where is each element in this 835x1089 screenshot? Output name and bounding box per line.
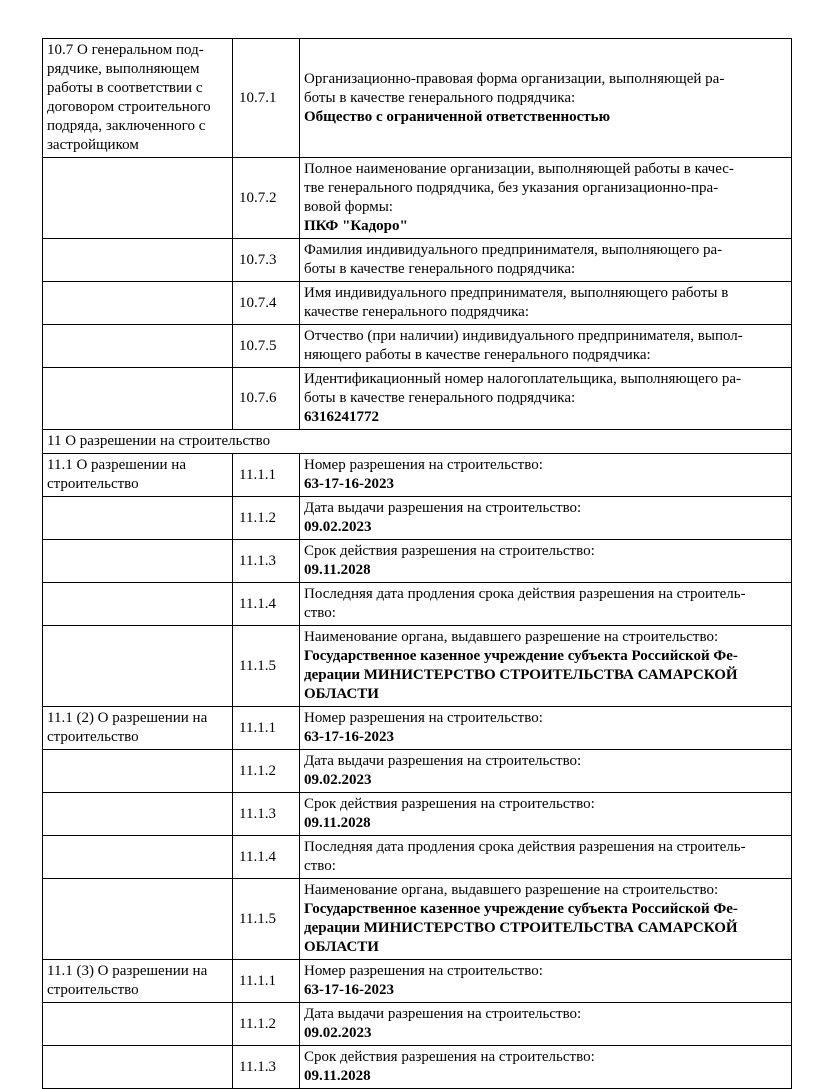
row-content [300,960,792,1003]
row-number: 11.1.2 [233,1003,300,1046]
row-content [300,325,792,368]
content-label-line: Срок действия разрешения на строительство: [304,796,595,812]
content-value-line: 63-17-16-2023 [304,476,394,492]
row-number: 10.7.1 [233,39,300,158]
content-value-line: дерации МИНИСТЕРСТВО СТРОИТЕЛЬСТВА САМАРСКОЙ [304,667,738,683]
table-row [43,540,792,583]
row-content [300,39,792,158]
table-row [43,583,792,626]
content-label-line: няющего работы в качестве генерального подрядчика: [304,347,651,363]
row-group-label [43,368,233,430]
project-declaration-table [42,38,792,1089]
content-label-line: Наименование органа, выдавшего разрешение на строительство: [304,882,719,898]
row-content [300,1046,792,1089]
content-value-line: 09.11.2028 [304,1068,371,1084]
row-content [300,497,792,540]
content-label-line: Фамилия индивидуального предпринимателя, выполняющего ра- [304,242,723,258]
row-group-label [43,1003,233,1046]
row-group-label [43,879,233,960]
content-label-line: Последняя дата продления срока действия разрешения на строитель- [304,839,746,855]
content-label-line: ство: [304,858,336,874]
row-number: 10.7.4 [233,282,300,325]
row-content [300,282,792,325]
content-label-line: Дата выдачи разрешения на строительство: [304,753,582,769]
row-content [300,540,792,583]
group-label-line: договором строительного [47,99,211,115]
group-label-line: 10.7 О генеральном под- [47,42,204,58]
content-label-line: Номер разрешения на строительство: [304,710,543,726]
section-header-label: 11 О разрешении на строительство [43,430,792,454]
content-label-line: Дата выдачи разрешения на строительство: [304,500,582,516]
section-header-row [43,430,792,454]
table-row [43,497,792,540]
table-row [43,836,792,879]
row-group-label [43,750,233,793]
row-number: 11.1.3 [233,1046,300,1089]
content-value-line: 09.02.2023 [304,519,372,535]
row-number: 11.1.1 [233,960,300,1003]
row-content [300,836,792,879]
row-number: 11.1.2 [233,497,300,540]
row-number: 10.7.6 [233,368,300,430]
row-group-label [43,836,233,879]
group-label-line: 11.1 (2) О разрешении на [47,710,208,726]
content-label-line: Дата выдачи разрешения на строительство: [304,1006,582,1022]
content-label-line: Номер разрешения на строительство: [304,963,543,979]
row-content [300,626,792,707]
content-value-line: 09.02.2023 [304,1025,372,1041]
row-group-label [43,793,233,836]
table-row [43,282,792,325]
content-label-line: тве генерального подрядчика, без указания организационно-пра- [304,180,719,196]
content-label-line: вовой формы: [304,199,393,215]
content-value-line: ОБЛАСТИ [304,939,379,955]
row-number: 11.1.2 [233,750,300,793]
row-content [300,454,792,497]
row-content [300,793,792,836]
row-content [300,750,792,793]
row-group-label [43,158,233,239]
row-number: 11.1.3 [233,540,300,583]
group-label-line: застройщиком [47,137,139,153]
table-row [43,1003,792,1046]
row-content [300,583,792,626]
content-value-line: 09.11.2028 [304,562,371,578]
table-row [43,793,792,836]
group-label-line: строительство [47,729,139,745]
table-row [43,239,792,282]
row-number: 11.1.5 [233,626,300,707]
row-number: 11.1.5 [233,879,300,960]
row-number: 10.7.2 [233,158,300,239]
content-label-line: качестве генерального подрядчика: [304,304,529,320]
table-row [43,158,792,239]
table-row [43,879,792,960]
table-row [43,39,792,158]
row-group-label [43,540,233,583]
row-group-label [43,960,233,1003]
row-content [300,707,792,750]
row-number: 11.1.4 [233,836,300,879]
table-row [43,368,792,430]
row-content [300,368,792,430]
row-group-label [43,626,233,707]
row-content [300,239,792,282]
content-value-line: ПКФ "Кадоро" [304,218,408,234]
content-value-line: 09.11.2028 [304,815,371,831]
row-group-label [43,325,233,368]
group-label-line: 11.1 (3) О разрешении на [47,963,208,979]
group-label-line: подряда, заключенного с [47,118,206,134]
content-label-line: боты в качестве генерального подрядчика: [304,390,576,406]
row-number: 11.1.1 [233,707,300,750]
content-label-line: Срок действия разрешения на строительство: [304,543,595,559]
table-row [43,1046,792,1089]
table-body [43,39,792,1089]
row-group-label [43,707,233,750]
content-value-line: Государственное казенное учреждение субъекта Российской Фе- [304,901,738,917]
content-label-line: Имя индивидуального предпринимателя, выполняющего работы в [304,285,729,301]
row-number: 10.7.5 [233,325,300,368]
row-number: 11.1.1 [233,454,300,497]
row-number: 11.1.4 [233,583,300,626]
row-group-label [43,239,233,282]
content-value-line: 63-17-16-2023 [304,982,394,998]
row-group-label [43,1046,233,1089]
content-label-line: Идентификационный номер налогоплательщика, выполняющего ра- [304,371,741,387]
content-value-line: 6316241772 [304,409,379,425]
content-label-line: Последняя дата продления срока действия разрешения на строитель- [304,586,746,602]
content-value-line: Государственное казенное учреждение субъекта Российской Фе- [304,648,738,664]
row-number: 10.7.3 [233,239,300,282]
row-group-label [43,39,233,158]
content-label-line: Отчество (при наличии) индивидуального предпринимателя, выпол- [304,328,743,344]
group-label-line: работы в соответствии с [47,80,203,96]
content-label-line: Полное наименование организации, выполняющей работы в качес- [304,161,734,177]
row-content [300,158,792,239]
row-content [300,1003,792,1046]
row-group-label [43,497,233,540]
content-value-line: 09.02.2023 [304,772,372,788]
group-label-line: строительство [47,476,139,492]
content-label-line: Срок действия разрешения на строительство: [304,1049,595,1065]
row-group-label [43,454,233,497]
content-value-line: 63-17-16-2023 [304,729,394,745]
content-value-line: дерации МИНИСТЕРСТВО СТРОИТЕЛЬСТВА САМАРСКОЙ [304,920,738,936]
content-label-line: Номер разрешения на строительство: [304,457,543,473]
group-label-line: рядчике, выполняющем [47,61,200,77]
group-label-line: 11.1 О разрешении на [47,457,186,473]
content-value-line: Общество с ограниченной ответственностью [304,108,611,125]
content-label-line: ство: [304,605,336,621]
table-row [43,454,792,497]
content-value-line: ОБЛАСТИ [304,686,379,702]
table-row [43,626,792,707]
row-group-label [43,282,233,325]
row-group-label [43,583,233,626]
content-label-line: боты в качестве генерального подрядчика: [304,261,576,277]
content-label-line: Наименование органа, выдавшего разрешение на строительство: [304,629,719,645]
content-label-line: боты в качестве генерального подрядчика: [304,89,576,106]
table-row [43,325,792,368]
content-label-line: Организационно-правовая форма организации, выполняющей ра- [304,70,725,87]
row-content [300,879,792,960]
group-label-line: строительство [47,982,139,998]
row-number: 11.1.3 [233,793,300,836]
table-row [43,750,792,793]
table-row [43,707,792,750]
table-row [43,960,792,1003]
